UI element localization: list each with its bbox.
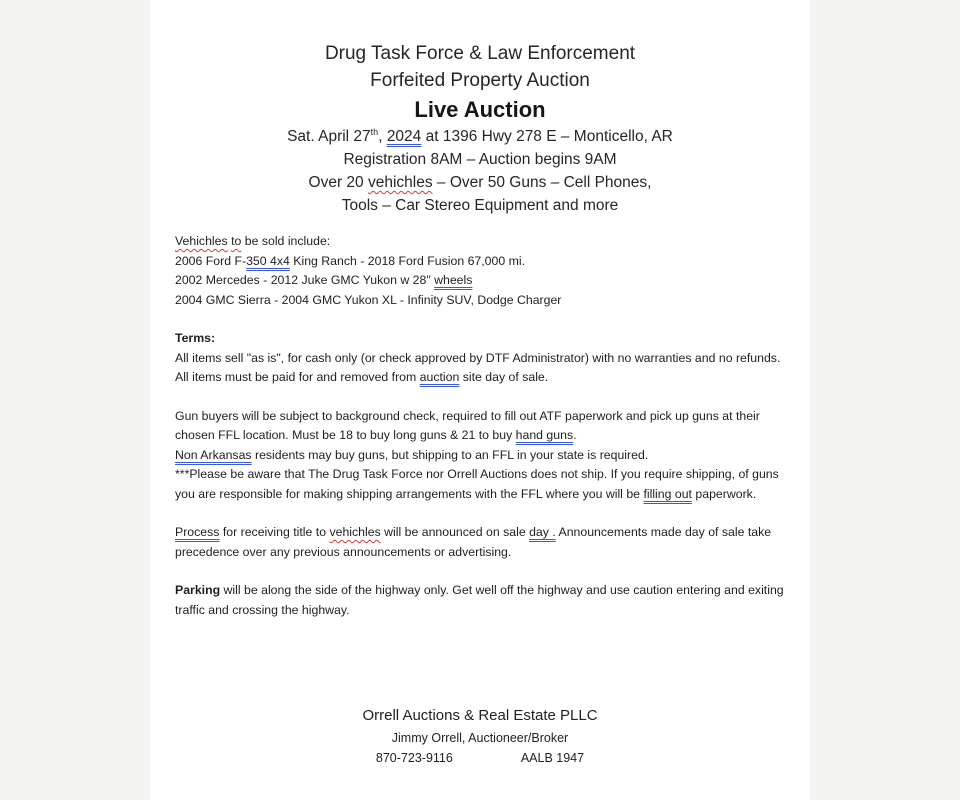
flyer-body [175, 232, 795, 639]
items-summary-line-2: Tools – Car Stereo Equipment and more [341, 197, 619, 214]
auctioneer-name: Jimmy Orrell, Auctioneer/Broker [391, 731, 569, 745]
gun-buyers-section [175, 407, 795, 505]
title-line-2: Forfeited Property Auction [370, 70, 590, 91]
non-arkansas-paragraph: Non Arkansas residents may buy guns, but shipping to an FFL in your state is required. [175, 447, 649, 462]
process-section [175, 523, 795, 562]
terms-heading: Terms: [175, 331, 216, 345]
gun-buyers-paragraph: Gun buyers will be subject to background check, required to fill out ATF paperwork and pick up guns at their chosen FFL location. Must be 18 to buy long guns & 21 to buy hand guns. [175, 408, 760, 442]
live-auction-heading: Live Auction [414, 97, 546, 122]
process-paragraph: Process for receiving title to vehichles will be announced on sale day . Announcements made day of sale take precedence over any previous announcements or advertising. [175, 525, 772, 559]
vehicle-line-2: 2002 Mercedes - 2012 Juke GMC Yukon w 28" wheels [175, 273, 473, 287]
title-line-1: Drug Task Force & Law Enforcement [324, 43, 636, 64]
flyer-header [150, 40, 810, 217]
vehicles-section [175, 232, 795, 310]
parking-section [175, 581, 795, 620]
terms-paragraph: All items sell "as is", for cash only (or check approved by DTF Administrator) with no warranties and no refunds. All items must be paid for and removed from auction site day of sale. [175, 350, 781, 384]
company-name: Orrell Auctions & Real Estate PLLC [362, 707, 598, 724]
auction-date-location: Sat. April 27th, 2024 at 1396 Hwy 278 E – Monticello, AR [287, 126, 673, 145]
phone-number: 870-723-9116 [375, 751, 453, 765]
contact-line [150, 748, 810, 768]
shipping-notice-paragraph: ***Please be aware that The Drug Task Force nor Orrell Auctions does not ship. If you require shipping, of guns you are responsible for making shipping arrangements with the FFL where you will be filling out paperwork. [175, 467, 779, 501]
vehicle-line-3: 2004 GMC Sierra - 2004 GMC Yukon XL - Infinity SUV, Dodge Charger [175, 292, 562, 307]
items-summary-line-1: Over 20 vehichles – Over 50 Guns – Cell Phones, [308, 174, 652, 191]
terms-section [175, 329, 795, 388]
flyer-footer [150, 704, 810, 768]
auction-flyer [150, 0, 810, 800]
vehicles-intro: Vehichles to be sold include: [175, 234, 331, 248]
registration-times: Registration 8AM – Auction begins 9AM [343, 151, 617, 168]
parking-paragraph: Parking will be along the side of the highway only. Get well off the highway and use caution entering and exiting traffic and crossing the highway. [175, 583, 784, 617]
license-number: AALB 1947 [520, 751, 585, 765]
vehicle-line-1: 2006 Ford F-350 4x4 King Ranch - 2018 Ford Fusion 67,000 mi. [175, 253, 525, 268]
